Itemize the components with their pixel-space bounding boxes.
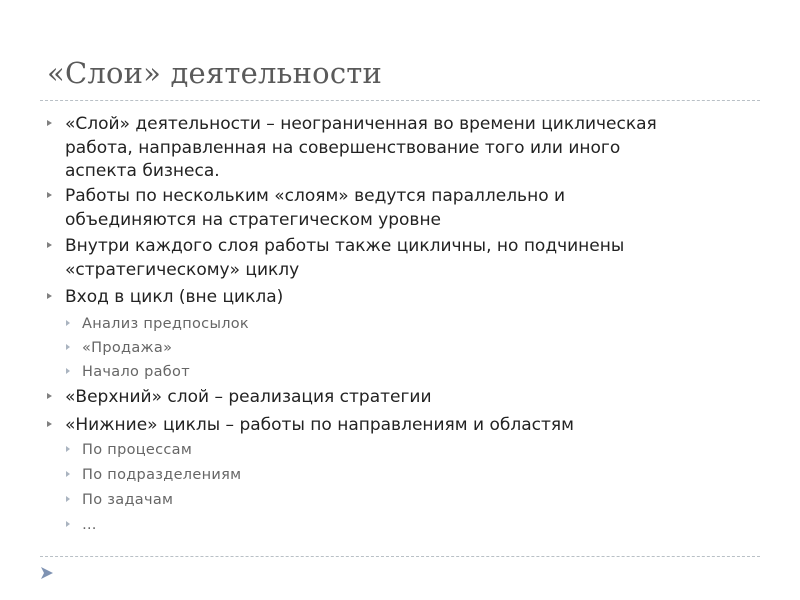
bullet-text-line: Внутри каждого слоя работы также цикличны, но подчинены xyxy=(65,236,625,256)
title-divider xyxy=(40,100,760,101)
bullet-text-line: «Нижние» циклы – работы по направлениям и областям xyxy=(65,415,574,435)
slide-nav-arrow-icon[interactable] xyxy=(40,566,54,580)
sub-bullet-marker-icon xyxy=(66,320,70,326)
bullet-marker-icon xyxy=(47,293,52,299)
sub-bullet-marker-icon xyxy=(66,446,70,452)
bullet-text-line: «Верхний» слой – реализация стратегии xyxy=(65,387,432,407)
sub-bullet-marker-icon xyxy=(66,496,70,502)
slide-title: «Слои» деятельности xyxy=(47,56,383,90)
sub-bullet-text: «Продажа» xyxy=(82,340,173,356)
bullet-text-line: Вход в цикл (вне цикла) xyxy=(65,287,284,307)
bullet-text-line: «Слой» деятельности – неограниченная во времени циклическая xyxy=(65,114,657,134)
sub-bullet-text: По задачам xyxy=(82,492,174,508)
bullet-text-line: объединяются на стратегическом уровне xyxy=(65,209,442,230)
sub-bullet-marker-icon xyxy=(66,521,70,527)
bullet-marker-icon xyxy=(47,242,52,248)
bullet-text-line: аспекта бизнеса. xyxy=(65,161,220,181)
bullet-marker-icon xyxy=(47,192,52,198)
sub-bullet-text: По процессам xyxy=(82,442,193,458)
footer-divider xyxy=(40,556,760,557)
bullet-text-line: работа, направленная на совершенствование того или иного xyxy=(65,137,621,158)
bullet-marker-icon xyxy=(47,421,52,427)
sub-bullet-marker-icon xyxy=(66,344,70,350)
sub-bullet-marker-icon xyxy=(66,471,70,477)
bullet-marker-icon xyxy=(47,393,52,399)
sub-bullet-text: Анализ предпосылок xyxy=(82,316,249,332)
bullet-text-line: Работы по нескольким «слоям» ведутся параллельно и xyxy=(65,186,566,206)
bullet-text-line: «стратегическому» циклу xyxy=(65,259,300,280)
sub-bullet-text: … xyxy=(82,517,97,533)
sub-bullet-marker-icon xyxy=(66,368,70,374)
sub-bullet-text: По подразделениям xyxy=(82,467,242,483)
sub-bullet-text: Начало работ xyxy=(82,364,190,380)
bullet-marker-icon xyxy=(47,120,52,126)
